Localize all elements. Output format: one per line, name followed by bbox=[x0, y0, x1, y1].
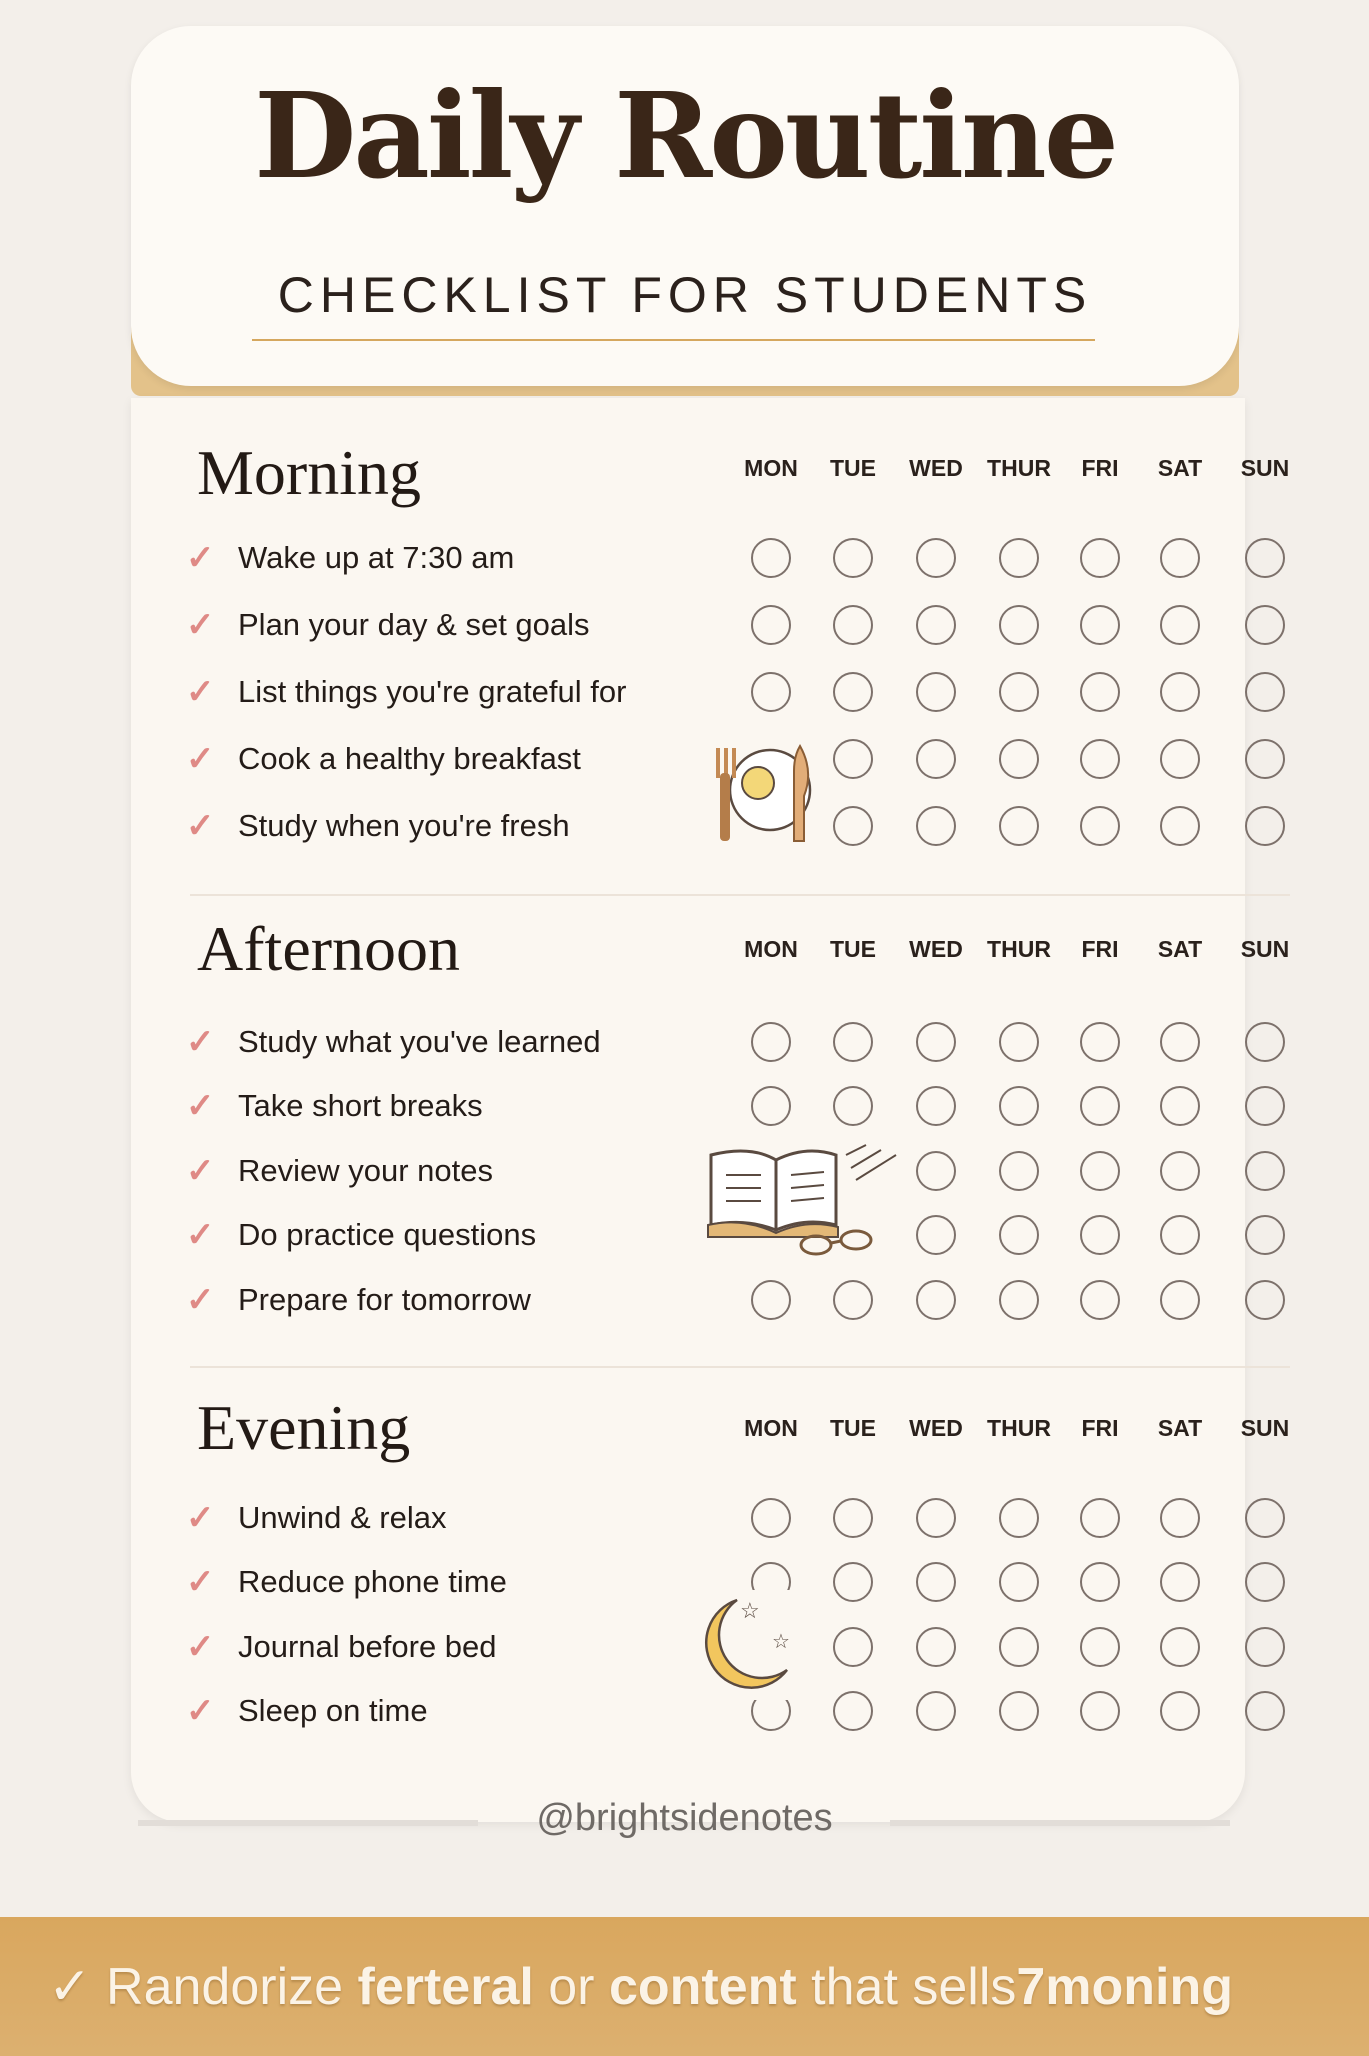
day-checkbox[interactable] bbox=[1160, 1215, 1200, 1255]
svg-text:☆: ☆ bbox=[740, 1598, 760, 1623]
day-checkbox[interactable] bbox=[833, 739, 873, 779]
day-checkbox[interactable] bbox=[1245, 1691, 1285, 1731]
day-checkbox[interactable] bbox=[916, 1498, 956, 1538]
author-handle: @brightsidenotes bbox=[536, 1797, 833, 1839]
day-header: MON bbox=[744, 455, 798, 481]
task-label: Take short breaks bbox=[238, 1088, 483, 1123]
day-header: SUN bbox=[1240, 1415, 1290, 1441]
day-checkbox[interactable] bbox=[1245, 1215, 1285, 1255]
checkmark-icon: ✓ bbox=[186, 606, 215, 644]
day-checkbox[interactable] bbox=[1080, 1562, 1120, 1602]
day-checkbox[interactable] bbox=[833, 1280, 873, 1320]
banner-part: or bbox=[533, 1958, 609, 2016]
open-book-icon bbox=[706, 1140, 906, 1260]
section-title-afternoon: Afternoon bbox=[197, 913, 461, 984]
day-checkbox[interactable] bbox=[1160, 538, 1200, 578]
banner-part: Randorize bbox=[106, 1958, 358, 2016]
day-header: MON bbox=[744, 936, 798, 962]
day-checkbox[interactable] bbox=[1245, 1627, 1285, 1667]
day-header: WED bbox=[909, 1415, 963, 1441]
title-divider bbox=[252, 339, 1095, 341]
day-header: SUN bbox=[1240, 936, 1290, 962]
banner-part: that sells bbox=[796, 1958, 1017, 2016]
checkmark-icon: ✓ bbox=[186, 1628, 215, 1666]
task-label: Unwind & relax bbox=[238, 1500, 447, 1535]
day-checkbox[interactable] bbox=[751, 1280, 791, 1320]
day-checkbox[interactable] bbox=[999, 1691, 1039, 1731]
day-checkbox[interactable] bbox=[916, 672, 956, 712]
task-label: Plan your day & set goals bbox=[238, 607, 590, 642]
day-header: FRI bbox=[1081, 455, 1119, 481]
moon-stars-icon bbox=[692, 1590, 802, 1700]
day-checkbox[interactable] bbox=[916, 1022, 956, 1062]
day-checkbox[interactable] bbox=[1080, 1627, 1120, 1667]
day-header: THUR bbox=[987, 936, 1051, 962]
day-checkbox[interactable] bbox=[1080, 806, 1120, 846]
task-label: Sleep on time bbox=[238, 1693, 428, 1728]
day-checkbox[interactable] bbox=[1245, 1498, 1285, 1538]
banner-text bbox=[48, 1957, 1233, 2017]
section-title-morning: Morning bbox=[197, 437, 421, 508]
section-divider bbox=[190, 894, 1290, 896]
task-label: Study what you've learned bbox=[238, 1024, 601, 1059]
checkmark-icon: ✓ bbox=[186, 1152, 215, 1190]
day-header: SAT bbox=[1157, 455, 1203, 481]
day-checkbox[interactable] bbox=[916, 1562, 956, 1602]
day-header: TUE bbox=[830, 1415, 876, 1441]
checkmark-icon: ✓ bbox=[186, 1281, 215, 1319]
checkmark-icon: ✓ bbox=[186, 673, 215, 711]
checkmark-icon: ✓ bbox=[186, 1216, 215, 1254]
page-title: Daily Routine bbox=[254, 66, 1116, 205]
day-checkbox[interactable] bbox=[1080, 1215, 1120, 1255]
title-card bbox=[131, 26, 1239, 386]
task-label: Study when you're fresh bbox=[238, 808, 570, 843]
day-header: SAT bbox=[1157, 936, 1203, 962]
day-checkbox[interactable] bbox=[1160, 806, 1200, 846]
day-checkbox[interactable] bbox=[999, 1086, 1039, 1126]
day-checkbox[interactable] bbox=[833, 1498, 873, 1538]
day-checkbox[interactable] bbox=[999, 1215, 1039, 1255]
day-checkbox[interactable] bbox=[1080, 1498, 1120, 1538]
task-label: Reduce phone time bbox=[238, 1564, 507, 1599]
day-checkbox[interactable] bbox=[833, 538, 873, 578]
day-header: SAT bbox=[1157, 1415, 1203, 1441]
day-checkbox[interactable] bbox=[916, 806, 956, 846]
day-checkbox[interactable] bbox=[1245, 739, 1285, 779]
day-checkbox[interactable] bbox=[1245, 1151, 1285, 1191]
promo-banner bbox=[0, 1917, 1369, 2056]
day-checkbox[interactable] bbox=[999, 1280, 1039, 1320]
checkmark-icon: ✓ bbox=[186, 740, 215, 778]
day-checkbox[interactable] bbox=[999, 1627, 1039, 1667]
day-checkbox[interactable] bbox=[999, 739, 1039, 779]
day-checkbox[interactable] bbox=[1160, 1151, 1200, 1191]
day-checkbox[interactable] bbox=[751, 605, 791, 645]
day-checkbox[interactable] bbox=[1160, 1562, 1200, 1602]
checkmark-icon: ✓ bbox=[186, 1563, 215, 1601]
day-checkbox[interactable] bbox=[1080, 538, 1120, 578]
breakfast-plate-icon bbox=[708, 738, 828, 848]
day-header: THUR bbox=[987, 1415, 1051, 1441]
day-checkbox[interactable] bbox=[1080, 1086, 1120, 1126]
day-checkbox[interactable] bbox=[1245, 1280, 1285, 1320]
day-checkbox[interactable] bbox=[1245, 605, 1285, 645]
day-checkbox[interactable] bbox=[1080, 739, 1120, 779]
day-checkbox[interactable] bbox=[1160, 1086, 1200, 1126]
checkmark-icon: ✓ bbox=[186, 1023, 215, 1061]
checkmark-icon: ✓ bbox=[186, 1692, 215, 1730]
day-checkbox[interactable] bbox=[916, 1691, 956, 1731]
day-checkbox[interactable] bbox=[1245, 1022, 1285, 1062]
day-checkbox[interactable] bbox=[999, 1022, 1039, 1062]
day-checkbox[interactable] bbox=[751, 538, 791, 578]
day-checkbox[interactable] bbox=[833, 672, 873, 712]
day-checkbox[interactable] bbox=[1245, 1086, 1285, 1126]
day-checkbox[interactable] bbox=[833, 1691, 873, 1731]
day-checkbox[interactable] bbox=[833, 1627, 873, 1667]
day-checkbox[interactable] bbox=[916, 1151, 956, 1191]
day-checkbox[interactable] bbox=[751, 1086, 791, 1126]
day-checkbox[interactable] bbox=[1160, 1627, 1200, 1667]
day-checkbox[interactable] bbox=[916, 1215, 956, 1255]
day-checkbox[interactable] bbox=[1160, 1022, 1200, 1062]
svg-text:☆: ☆ bbox=[772, 1631, 790, 1653]
day-checkbox[interactable] bbox=[1245, 538, 1285, 578]
day-header: TUE bbox=[830, 455, 876, 481]
section-divider bbox=[190, 1366, 1290, 1368]
day-checkbox[interactable] bbox=[833, 1086, 873, 1126]
day-checkbox[interactable] bbox=[1080, 1691, 1120, 1731]
day-checkbox[interactable] bbox=[833, 605, 873, 645]
day-checkbox[interactable] bbox=[1080, 1280, 1120, 1320]
task-label: Prepare for tomorrow bbox=[238, 1282, 531, 1317]
day-checkbox[interactable] bbox=[916, 739, 956, 779]
task-label: List things you're grateful for bbox=[238, 674, 627, 709]
day-checkbox[interactable] bbox=[1245, 672, 1285, 712]
day-checkbox[interactable] bbox=[1160, 605, 1200, 645]
day-checkbox[interactable] bbox=[916, 538, 956, 578]
day-checkbox[interactable] bbox=[1245, 1562, 1285, 1602]
checkmark-icon: ✓ bbox=[186, 807, 215, 845]
banner-part: 7moning bbox=[1016, 1958, 1234, 2016]
day-checkbox[interactable] bbox=[999, 1498, 1039, 1538]
day-checkbox[interactable] bbox=[1080, 672, 1120, 712]
task-label: Journal before bed bbox=[238, 1629, 497, 1664]
day-checkbox[interactable] bbox=[1160, 672, 1200, 712]
day-checkbox[interactable] bbox=[751, 1498, 791, 1538]
banner-part: ferteral bbox=[357, 1958, 534, 2016]
day-checkbox[interactable] bbox=[1160, 1280, 1200, 1320]
day-checkbox[interactable] bbox=[833, 806, 873, 846]
task-label: Do practice questions bbox=[238, 1217, 537, 1252]
day-checkbox[interactable] bbox=[751, 1022, 791, 1062]
checkmark-icon: ✓ bbox=[186, 1499, 215, 1537]
check-icon: ✓ bbox=[48, 1958, 92, 2016]
task-label: Review your notes bbox=[238, 1153, 494, 1188]
day-checkbox[interactable] bbox=[999, 1151, 1039, 1191]
day-checkbox[interactable] bbox=[1160, 1691, 1200, 1731]
day-checkbox[interactable] bbox=[833, 1562, 873, 1602]
day-checkbox[interactable] bbox=[999, 538, 1039, 578]
day-checkbox[interactable] bbox=[1160, 1498, 1200, 1538]
day-checkbox[interactable] bbox=[999, 1562, 1039, 1602]
day-header: WED bbox=[909, 455, 963, 481]
day-checkbox[interactable] bbox=[916, 1086, 956, 1126]
day-header: WED bbox=[909, 936, 963, 962]
day-checkbox[interactable] bbox=[1080, 605, 1120, 645]
day-header: SUN bbox=[1240, 455, 1290, 481]
day-header: FRI bbox=[1081, 1415, 1119, 1441]
banner-part: content bbox=[608, 1958, 797, 2016]
checkmark-icon: ✓ bbox=[186, 1087, 215, 1125]
day-checkbox[interactable] bbox=[1080, 1151, 1120, 1191]
day-header: FRI bbox=[1081, 936, 1119, 962]
day-checkbox[interactable] bbox=[1245, 806, 1285, 846]
section-title-evening: Evening bbox=[197, 1392, 411, 1463]
day-checkbox[interactable] bbox=[916, 605, 956, 645]
day-checkbox[interactable] bbox=[916, 1280, 956, 1320]
day-header: MON bbox=[744, 1415, 798, 1441]
day-checkbox[interactable] bbox=[999, 672, 1039, 712]
day-checkbox[interactable] bbox=[1080, 1022, 1120, 1062]
day-checkbox[interactable] bbox=[751, 672, 791, 712]
day-checkbox[interactable] bbox=[833, 1022, 873, 1062]
day-checkbox[interactable] bbox=[1160, 739, 1200, 779]
day-checkbox[interactable] bbox=[999, 605, 1039, 645]
day-checkbox[interactable] bbox=[999, 806, 1039, 846]
day-header: THUR bbox=[987, 455, 1051, 481]
day-header: TUE bbox=[830, 936, 876, 962]
page-subtitle: CHECKLIST FOR STUDENTS bbox=[277, 267, 1093, 323]
checkmark-icon: ✓ bbox=[186, 539, 215, 577]
task-label: Cook a healthy breakfast bbox=[238, 741, 581, 776]
task-label: Wake up at 7:30 am bbox=[238, 540, 515, 575]
day-checkbox[interactable] bbox=[916, 1627, 956, 1667]
